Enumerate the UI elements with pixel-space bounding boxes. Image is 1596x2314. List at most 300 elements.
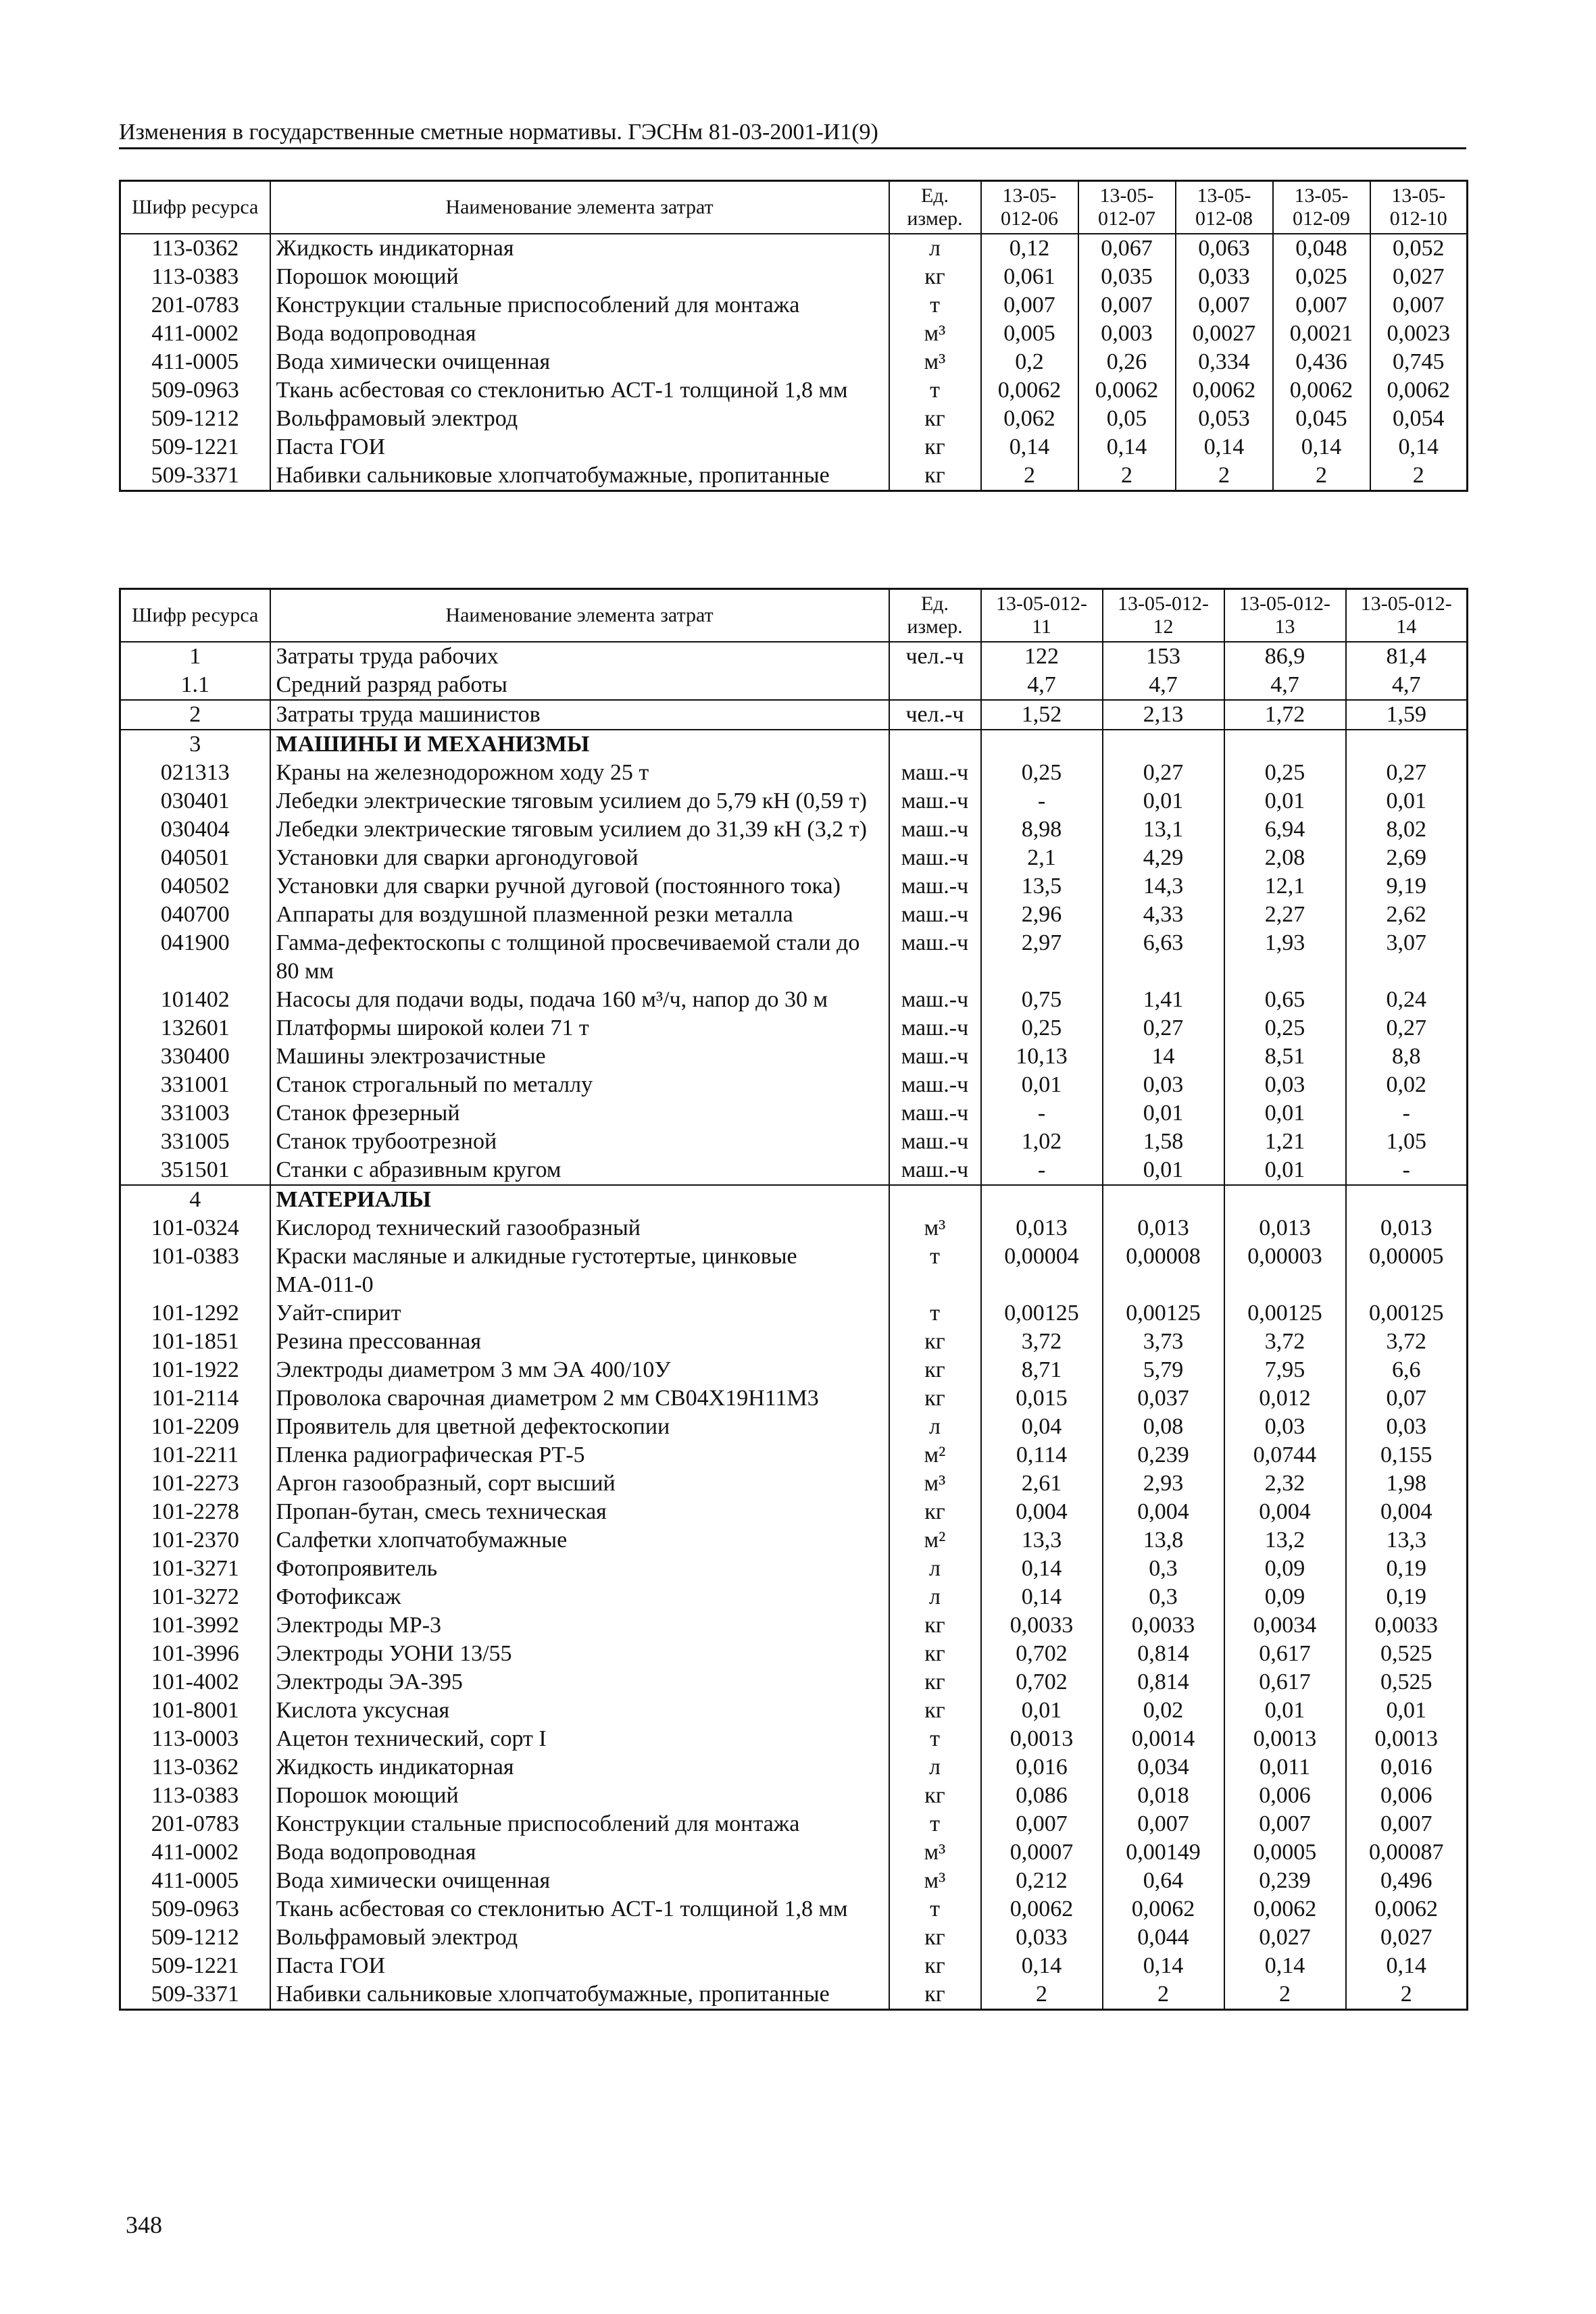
norm-value: 2,32	[1224, 1469, 1346, 1498]
norm-value: 0,814	[1103, 1640, 1224, 1668]
norm-value: 0,037	[1103, 1384, 1224, 1413]
table-row	[120, 1668, 1468, 1696]
unit-header: Ед. измер.	[889, 181, 981, 234]
table-row	[120, 815, 1468, 844]
norm-value: 0,005	[981, 320, 1078, 348]
section-row	[120, 1185, 1468, 1214]
resource-code: 411-0002	[120, 1838, 270, 1867]
resource-name: Салфетки хлопчатобумажные	[270, 1526, 889, 1555]
table-row	[120, 1526, 1468, 1555]
norm-value: 0,052	[1370, 234, 1468, 263]
table-row	[120, 1952, 1468, 1980]
norm-value	[1103, 730, 1224, 759]
resource-name: Кислота уксусная	[270, 1696, 889, 1725]
norm-value: 2	[1176, 461, 1273, 491]
norm-value: 2	[981, 461, 1078, 491]
norm-value: 1,21	[1224, 1128, 1346, 1156]
norm-value: 86,9	[1224, 642, 1346, 671]
resource-code: 101-4002	[120, 1668, 270, 1696]
norm-value: 0,007	[981, 291, 1078, 320]
resource-unit: маш.-ч	[889, 986, 981, 1014]
resource-unit: м³	[889, 1838, 981, 1867]
norm-value: 0,01	[981, 1696, 1103, 1725]
resource-code: 030404	[120, 815, 270, 844]
norm-value: 1,02	[981, 1128, 1103, 1156]
resource-code: 101402	[120, 986, 270, 1014]
norm-value: 4,33	[1103, 901, 1224, 929]
norm-value: 0,3	[1103, 1555, 1224, 1583]
table-row	[120, 700, 1468, 730]
resource-name: Порошок моющий	[270, 263, 889, 291]
table-row	[120, 986, 1468, 1014]
resource-unit: чел.-ч	[889, 700, 981, 730]
resource-unit: т	[889, 1810, 981, 1838]
resource-name: Жидкость индикаторная	[270, 234, 889, 263]
norm-value: 2,1	[981, 844, 1103, 872]
norm-value: 2,62	[1346, 901, 1468, 929]
norm-value: 0,0062	[1078, 376, 1176, 405]
norm-value: 2	[1103, 1980, 1224, 2010]
norm-value: 4,7	[1346, 671, 1468, 700]
resource-unit: кг	[889, 1923, 981, 1952]
norm-value: -	[981, 787, 1103, 815]
norm-value: 0,01	[1224, 1696, 1346, 1725]
norm-value: 0,067	[1078, 234, 1176, 263]
resource-code: 1.1	[120, 671, 270, 700]
resource-code: 101-1292	[120, 1299, 270, 1328]
norm-column-header: 13-05-012-12	[1103, 589, 1224, 643]
norm-value: 2,61	[981, 1469, 1103, 1498]
norm-value: 0,745	[1370, 348, 1468, 376]
norm-value: 2	[981, 1980, 1103, 2010]
resource-unit	[889, 671, 981, 700]
resource-name: Резина прессованная	[270, 1328, 889, 1356]
table-row	[120, 1583, 1468, 1611]
resource-code: 113-0383	[120, 1782, 270, 1810]
resource-unit: кг	[889, 1611, 981, 1640]
norm-value: 0,14	[1078, 433, 1176, 461]
norm-value: 0,053	[1176, 405, 1273, 433]
table-body	[120, 234, 1468, 491]
norm-value: 13,1	[1103, 815, 1224, 844]
resource-name: Станок фрезерный	[270, 1099, 889, 1128]
norm-value: 0,09	[1224, 1583, 1346, 1611]
norm-value: 0,004	[981, 1498, 1103, 1526]
table-row	[120, 405, 1468, 433]
name-header: Наименование элемента затрат	[270, 181, 889, 234]
norm-value: 0,033	[981, 1923, 1103, 1952]
norm-value: 1,52	[981, 700, 1103, 730]
resource-code: 101-3996	[120, 1640, 270, 1668]
resource-name: Установки для сварки аргонодуговой	[270, 844, 889, 872]
norm-column-header: 13-05-012-06	[981, 181, 1078, 234]
norm-value: 0,27	[1103, 759, 1224, 787]
norm-value: 2,08	[1224, 844, 1346, 872]
norm-value: 0,3	[1103, 1583, 1224, 1611]
norm-value: 0,03	[1103, 1071, 1224, 1099]
resource-table-2	[119, 588, 1468, 2011]
resource-code: 4	[120, 1185, 270, 1214]
resource-unit: маш.-ч	[889, 1099, 981, 1128]
norm-value: 0,0034	[1224, 1611, 1346, 1640]
resource-code: 351501	[120, 1156, 270, 1185]
resource-unit: чел.-ч	[889, 642, 981, 671]
norm-value: 0,01	[1224, 1099, 1346, 1128]
norm-value: 0,25	[981, 1014, 1103, 1042]
norm-value: 0,004	[1224, 1498, 1346, 1526]
norm-value: 0,334	[1176, 348, 1273, 376]
table-row	[120, 1611, 1468, 1640]
norm-value: 2	[1346, 1980, 1468, 2010]
table-row	[120, 1384, 1468, 1413]
norm-value: 0,14	[1176, 433, 1273, 461]
norm-value: 0,035	[1078, 263, 1176, 291]
table-row	[120, 1640, 1468, 1668]
resource-unit: м²	[889, 1526, 981, 1555]
resource-code: 330400	[120, 1042, 270, 1071]
norm-value: 0,0062	[1370, 376, 1468, 405]
norm-value: 0,0023	[1370, 320, 1468, 348]
table-row	[120, 1356, 1468, 1384]
norm-value: 6,63	[1103, 929, 1224, 986]
resource-unit: т	[889, 1895, 981, 1923]
norm-value: 0,14	[1370, 433, 1468, 461]
norm-value	[1346, 1185, 1468, 1214]
norm-value: 0,00005	[1346, 1242, 1468, 1299]
norm-value: 0,25	[1224, 759, 1346, 787]
resource-name: Станок трубоотрезной	[270, 1128, 889, 1156]
resource-code: 101-2114	[120, 1384, 270, 1413]
table-header-row	[120, 181, 1468, 234]
norm-value	[1224, 730, 1346, 759]
norm-value: 0,64	[1103, 1867, 1224, 1895]
norm-value: 1,05	[1346, 1128, 1468, 1156]
resource-code: 101-3992	[120, 1611, 270, 1640]
resource-unit: маш.-ч	[889, 872, 981, 901]
norm-value: 0,01	[1346, 1696, 1468, 1725]
norm-value: 2,93	[1103, 1469, 1224, 1498]
resource-name: Станок строгальный по металлу	[270, 1071, 889, 1099]
norm-value: 0,01	[1103, 787, 1224, 815]
norm-value: 0,525	[1346, 1640, 1468, 1668]
resource-code: 113-0362	[120, 234, 270, 263]
norm-value	[1103, 1185, 1224, 1214]
norm-value: 4,7	[1103, 671, 1224, 700]
resource-code: 101-2209	[120, 1413, 270, 1441]
norm-value: 2,96	[981, 901, 1103, 929]
resource-name: Платформы широкой колеи 71 т	[270, 1014, 889, 1042]
norm-value: 0,09	[1224, 1555, 1346, 1583]
resource-name: Вода водопроводная	[270, 1838, 889, 1867]
norm-value: 4,7	[1224, 671, 1346, 700]
norm-value: 3,72	[1224, 1328, 1346, 1356]
table-row	[120, 1071, 1468, 1099]
norm-value: 0,14	[981, 1583, 1103, 1611]
norm-value: 0,004	[1103, 1498, 1224, 1526]
norm-value: 0,062	[981, 405, 1078, 433]
table-row	[120, 1696, 1468, 1725]
resource-code: 331001	[120, 1071, 270, 1099]
norm-value: 0,07	[1346, 1384, 1468, 1413]
resource-unit: кг	[889, 1782, 981, 1810]
table-row	[120, 1782, 1468, 1810]
norm-value: 0,0027	[1176, 320, 1273, 348]
resource-code: 132601	[120, 1014, 270, 1042]
resource-name: Электроды МР-3	[270, 1611, 889, 1640]
resource-code: 113-0003	[120, 1725, 270, 1753]
resource-name: Краны на железнодорожном ходу 25 т	[270, 759, 889, 787]
norm-value: 0,00008	[1103, 1242, 1224, 1299]
resource-code: 040501	[120, 844, 270, 872]
resource-unit: м³	[889, 1469, 981, 1498]
norm-value: 0,025	[1273, 263, 1370, 291]
norm-value: 6,6	[1346, 1356, 1468, 1384]
table-row	[120, 376, 1468, 405]
resource-unit: кг	[889, 263, 981, 291]
resource-code: 509-3371	[120, 461, 270, 491]
table-row	[120, 433, 1468, 461]
resource-unit: кг	[889, 433, 981, 461]
resource-name: Электроды ЭА-395	[270, 1668, 889, 1696]
resource-unit: л	[889, 1555, 981, 1583]
resource-unit: т	[889, 1242, 981, 1299]
norm-value: 2	[1078, 461, 1176, 491]
resource-name: Паста ГОИ	[270, 1952, 889, 1980]
resource-name: Ткань асбестовая со стеклонитью АСТ-1 толщиной 1,8 мм	[270, 1895, 889, 1923]
table-row	[120, 1214, 1468, 1242]
code-header: Шифр ресурса	[120, 589, 270, 643]
resource-name: Конструкции стальные приспособлений для монтажа	[270, 1810, 889, 1838]
norm-value: 0,006	[1224, 1782, 1346, 1810]
unit-header: Ед. измер.	[889, 589, 981, 643]
resource-code: 101-2273	[120, 1469, 270, 1498]
norm-value: 8,98	[981, 815, 1103, 844]
table-row	[120, 348, 1468, 376]
norm-column-header: 13-05-012-14	[1346, 589, 1468, 643]
norm-value: 0,0062	[981, 376, 1078, 405]
resource-unit: л	[889, 1583, 981, 1611]
resource-code: 509-0963	[120, 1895, 270, 1923]
resource-unit	[889, 730, 981, 759]
resource-unit: кг	[889, 1356, 981, 1384]
resource-unit: л	[889, 1413, 981, 1441]
resource-name: Затраты труда машинистов	[270, 700, 889, 730]
resource-unit: маш.-ч	[889, 1071, 981, 1099]
norm-value: 2,13	[1103, 700, 1224, 730]
table-row	[120, 642, 1468, 671]
table-row	[120, 1555, 1468, 1583]
norm-value: 0,02	[1346, 1071, 1468, 1099]
resource-name: Насосы для подачи воды, подача 160 м³/ч, напор до 30 м	[270, 986, 889, 1014]
norm-value: 0,19	[1346, 1555, 1468, 1583]
page-number: 348	[126, 2211, 162, 2238]
page-header: Изменения в государственные сметные нормативы. ГЭСНм 81-03-2001-И1(9)	[119, 119, 1466, 149]
table-row	[120, 234, 1468, 263]
norm-value: 0,015	[981, 1384, 1103, 1413]
table-row	[120, 1725, 1468, 1753]
norm-value: 12,1	[1224, 872, 1346, 901]
norm-value: 0,01	[1224, 787, 1346, 815]
table-row	[120, 1923, 1468, 1952]
norm-value: 0,006	[1346, 1782, 1468, 1810]
norm-value: 2	[1370, 461, 1468, 491]
resource-code: 101-3272	[120, 1583, 270, 1611]
norm-value: 0,25	[981, 759, 1103, 787]
norm-value: 1,58	[1103, 1128, 1224, 1156]
resource-code: 101-0324	[120, 1214, 270, 1242]
norm-value: 0,496	[1346, 1867, 1468, 1895]
norm-value: 0,00004	[981, 1242, 1103, 1299]
resource-name: Фотопроявитель	[270, 1555, 889, 1583]
resource-code: 411-0005	[120, 1867, 270, 1895]
norm-value: 0,007	[1103, 1810, 1224, 1838]
norm-value	[1224, 1185, 1346, 1214]
norm-value: 0,14	[981, 433, 1078, 461]
norm-value: 0,004	[1346, 1498, 1468, 1526]
norm-value: 0,27	[1346, 759, 1468, 787]
resource-name: Жидкость индикаторная	[270, 1753, 889, 1782]
resource-unit: кг	[889, 1328, 981, 1356]
resource-table-1	[119, 180, 1468, 492]
norm-value: 0,0007	[981, 1838, 1103, 1867]
resource-name: Гамма-дефектоскопы с толщиной просвечиваемой стали до 80 мм	[270, 929, 889, 986]
norm-value: 5,79	[1103, 1356, 1224, 1384]
resource-name: Пленка радиографическая РТ-5	[270, 1441, 889, 1469]
norm-value: 0,007	[981, 1810, 1103, 1838]
resource-unit: маш.-ч	[889, 1156, 981, 1185]
resource-unit: маш.-ч	[889, 815, 981, 844]
norm-value: 0,00125	[1103, 1299, 1224, 1328]
resource-unit: кг	[889, 1980, 981, 2010]
norm-value: 122	[981, 642, 1103, 671]
resource-code: 101-1851	[120, 1328, 270, 1356]
norm-column-header: 13-05-012-13	[1224, 589, 1346, 643]
resource-code: 201-0783	[120, 1810, 270, 1838]
resource-unit: т	[889, 291, 981, 320]
norm-value: 3,07	[1346, 929, 1468, 986]
resource-code: 021313	[120, 759, 270, 787]
norm-value: 0,25	[1224, 1014, 1346, 1042]
norm-value: 1,98	[1346, 1469, 1468, 1498]
norm-value: 2,27	[1224, 901, 1346, 929]
norm-value: 0,239	[1103, 1441, 1224, 1469]
norm-value: 0,0062	[1103, 1895, 1224, 1923]
norm-value: 0,05	[1078, 405, 1176, 433]
norm-value: 0,00125	[1346, 1299, 1468, 1328]
norm-value: 1,59	[1346, 700, 1468, 730]
resource-name: Лебедки электрические тяговым усилием до 31,39 кН (3,2 т)	[270, 815, 889, 844]
norm-value: 0,14	[1346, 1952, 1468, 1980]
norm-value: 0,016	[981, 1753, 1103, 1782]
resource-name: Паста ГОИ	[270, 433, 889, 461]
norm-value: 0,007	[1078, 291, 1176, 320]
resource-name: Вода водопроводная	[270, 320, 889, 348]
norm-value: 0,12	[981, 234, 1078, 263]
table-row	[120, 291, 1468, 320]
norm-value: 1,93	[1224, 929, 1346, 986]
norm-value: 13,8	[1103, 1526, 1224, 1555]
resource-unit: маш.-ч	[889, 1014, 981, 1042]
norm-value: 0,033	[1176, 263, 1273, 291]
resource-name: Проявитель для цветной дефектоскопии	[270, 1413, 889, 1441]
resource-code: 509-1221	[120, 1952, 270, 1980]
resource-unit: маш.-ч	[889, 759, 981, 787]
norm-value: 0,013	[1346, 1214, 1468, 1242]
norm-value: 0,003	[1078, 320, 1176, 348]
resource-unit: л	[889, 1753, 981, 1782]
norm-value: -	[981, 1156, 1103, 1185]
section-row	[120, 730, 1468, 759]
resource-unit: маш.-ч	[889, 1042, 981, 1071]
table-row	[120, 1810, 1468, 1838]
norm-value: 0,027	[1346, 1923, 1468, 1952]
resource-name: Электроды УОНИ 13/55	[270, 1640, 889, 1668]
norm-value: 0,007	[1346, 1810, 1468, 1838]
norm-value: 13,3	[1346, 1526, 1468, 1555]
norm-column-header: 13-05-012-11	[981, 589, 1103, 643]
norm-value: 0,0013	[981, 1725, 1103, 1753]
resource-name: Аппараты для воздушной плазменной резки металла	[270, 901, 889, 929]
norm-value: 81,4	[1346, 642, 1468, 671]
norm-value: 0,054	[1370, 405, 1468, 433]
norm-value: 14	[1103, 1042, 1224, 1071]
resource-unit: маш.-ч	[889, 787, 981, 815]
resource-unit: кг	[889, 1498, 981, 1526]
resource-name: МАТЕРИАЛЫ	[270, 1185, 889, 1214]
norm-value: 0,045	[1273, 405, 1370, 433]
table-row	[120, 1156, 1468, 1185]
norm-value: 0,14	[981, 1952, 1103, 1980]
norm-value: 0,01	[981, 1071, 1103, 1099]
code-header: Шифр ресурса	[120, 181, 270, 234]
norm-value: 0,007	[1224, 1810, 1346, 1838]
table-row	[120, 1042, 1468, 1071]
norm-value: 0,048	[1273, 234, 1370, 263]
resource-unit: кг	[889, 1696, 981, 1725]
norm-value: 0,617	[1224, 1640, 1346, 1668]
norm-value: 0,018	[1103, 1782, 1224, 1810]
resource-code: 509-3371	[120, 1980, 270, 2010]
norm-value: 0,04	[981, 1413, 1103, 1441]
resource-code: 509-1221	[120, 433, 270, 461]
norm-value: 0,155	[1346, 1441, 1468, 1469]
norm-value	[1346, 730, 1468, 759]
resource-name: Вода химически очищенная	[270, 348, 889, 376]
table-row	[120, 787, 1468, 815]
table-row	[120, 1099, 1468, 1128]
norm-value: 0,00125	[981, 1299, 1103, 1328]
norm-value: 0,0062	[1176, 376, 1273, 405]
resource-name: Пропан-бутан, смесь техническая	[270, 1498, 889, 1526]
resource-name: Ацетон технический, сорт I	[270, 1725, 889, 1753]
resource-unit: м³	[889, 348, 981, 376]
norm-value: 2	[1224, 1980, 1346, 2010]
name-header: Наименование элемента затрат	[270, 589, 889, 643]
norm-value: 0,007	[1273, 291, 1370, 320]
resource-code: 1	[120, 642, 270, 671]
resource-code: 101-2278	[120, 1498, 270, 1526]
table-row	[120, 844, 1468, 872]
norm-value: 9,19	[1346, 872, 1468, 901]
resource-code: 101-0383	[120, 1242, 270, 1299]
table-row	[120, 263, 1468, 291]
norm-value: 4,7	[981, 671, 1103, 700]
resource-unit: м³	[889, 1214, 981, 1242]
resource-name: Вольфрамовый электрод	[270, 1923, 889, 1952]
norm-value: 0,114	[981, 1441, 1103, 1469]
resource-unit: м³	[889, 1867, 981, 1895]
norm-value: 0,702	[981, 1640, 1103, 1668]
